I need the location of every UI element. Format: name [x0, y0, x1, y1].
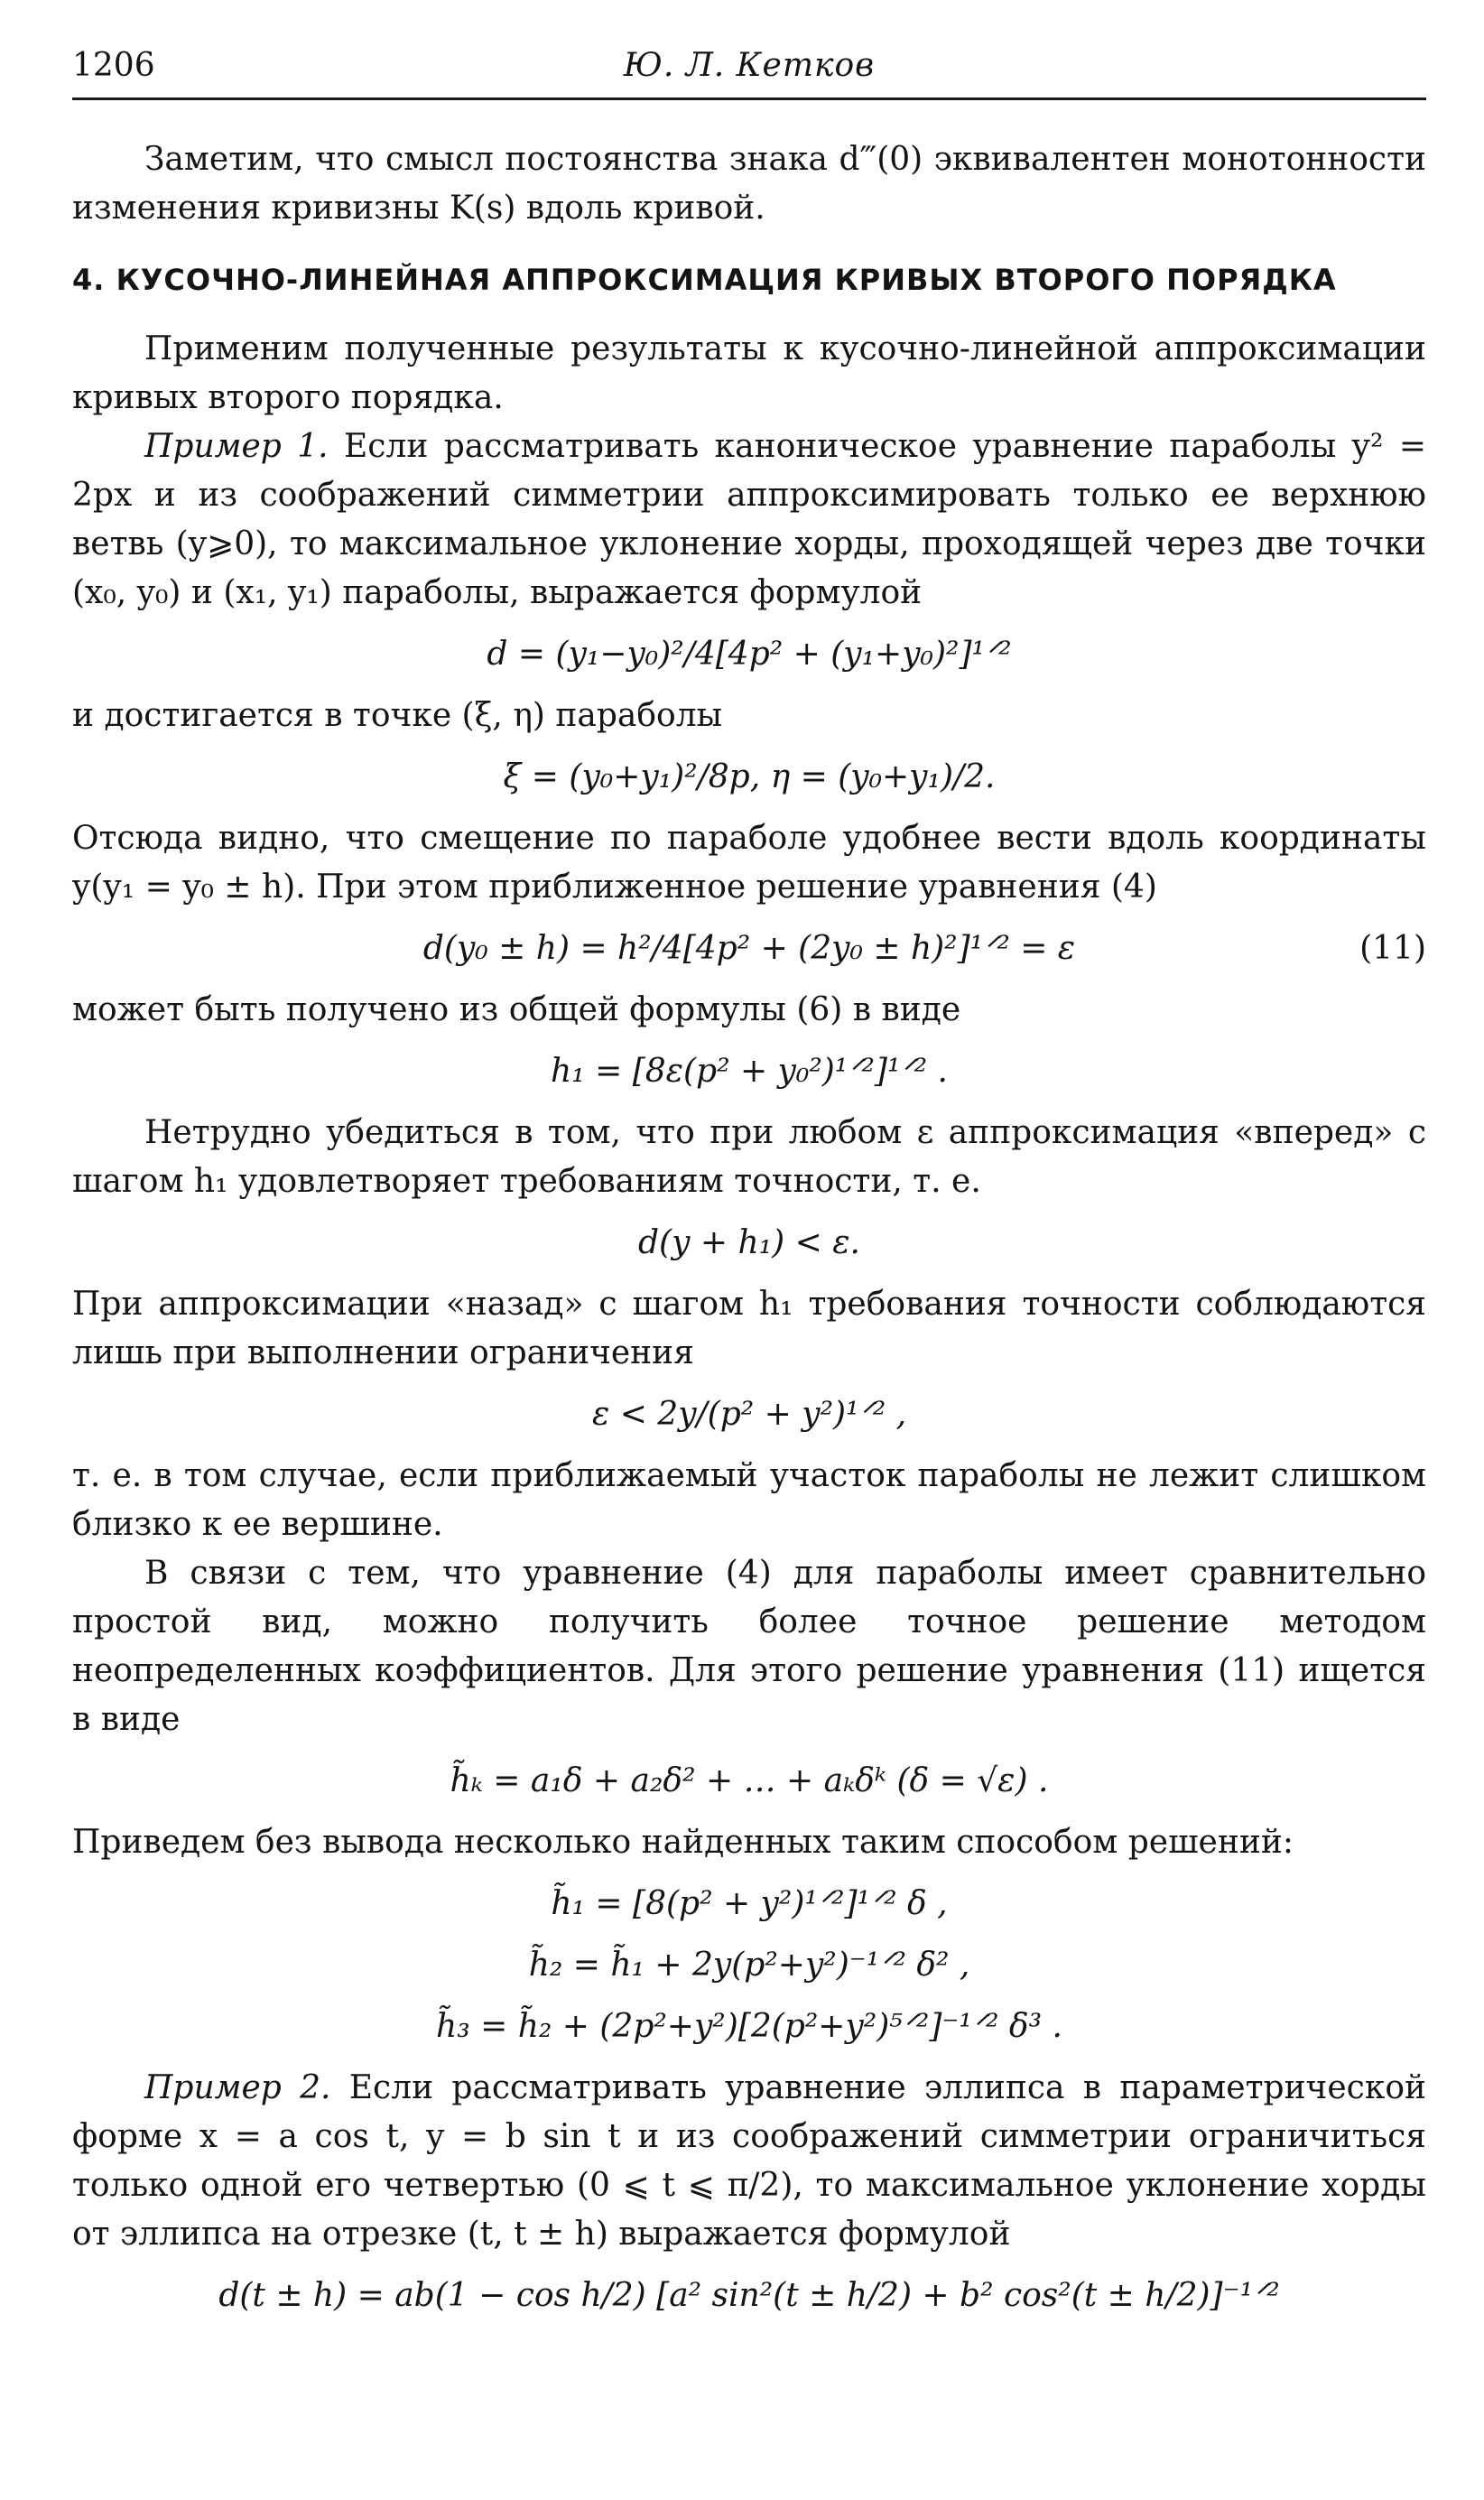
apply-paragraph: Применим полученные результаты к кусочно-линейной аппроксимации кривых второго порядка.: [72, 330, 1426, 416]
section-title: 4. КУСОЧНО-ЛИНЕЙНАЯ АППРОКСИМАЦИЯ КРИВЫХ ВТОРОГО ПОРЯДКА: [72, 263, 1337, 297]
example1-paragraph: [72, 423, 1426, 618]
example1-label: Пример 1.: [144, 428, 329, 465]
reached-paragraph: и достигается в точке (ξ, η) параболы: [72, 697, 723, 734]
obtained-paragraph: может быть получено из общей формулы (6) в виде: [72, 991, 961, 1028]
equation-h3-tilde: h̃₃ = h̃₂ + (2p²+y²)[2(p²+y²)⁵ᐟ²]⁻¹ᐟ² δ³ .: [436, 2008, 1062, 2045]
inequality-backward: ε < 2y/(p² + y²)¹ᐟ² ,: [591, 1396, 907, 1433]
equation-h2-tilde: h̃₂ = h̃₁ + 2y(p²+y²)⁻¹ᐟ² δ² ,: [528, 1947, 970, 1984]
equation-11-formula: d(y₀ ± h) = h²/4[4p² + (2y₀ ± h)²]¹ᐟ² = ε: [422, 930, 1076, 967]
equation-xi-eta: ξ = (y₀+y₁)²/8p, η = (y₀+y₁)/2.: [503, 758, 996, 795]
equation-ellipse: d(t ± h) = ab(1 − cos h/2) [a² sin²(t ± h/2) + b² cos²(t ± h/2)]⁻¹ᐟ²: [218, 2277, 1280, 2314]
example2-text: Если рассматривать уравнение эллипса в параметрической форме x = a cos t, y = b sin t и из соображений симметрии ограничиться только одной его четвертью (0 ⩽ t ⩽ π/2), то максимальное уклонение хорды от эллипса на отрезке (t, t ± h) выражается формулой: [72, 2069, 1426, 2253]
simple-form-paragraph: В связи с тем, что уравнение (4) для параболы имеет сравнительно простой вид, можно получить более точное решение методом неопределенных коэффициентов. Для этого решение уравнения (11) ищется в виде: [72, 1555, 1426, 1738]
equation-deviation: d = (y₁−y₀)²/4[4p² + (y₁+y₀)²]¹ᐟ²: [487, 636, 1012, 673]
page-number: 1206: [72, 47, 155, 84]
page-body: [72, 135, 1426, 2333]
inequality-forward: d(y + h₁) < ε.: [638, 1224, 860, 1261]
easy-paragraph: Нетрудно убедиться в том, что при любом ε аппроксимация «вперед» с шагом h₁ удовлетворяет требованиям точности, т. е.: [72, 1114, 1426, 1200]
example1-text: Если рассматривать каноническое уравнение параболы y² = 2px и из соображений симметрии аппроксимировать только ее верхнюю ветвь (y⩾0), то максимальное уклонение хорды, проходящей через две точки (x₀, y₀) и (x₁, y₁) параболы, выражается формулой: [72, 428, 1426, 611]
equation-11: [72, 925, 1426, 973]
running-head: Ю. Л. Кетков: [623, 47, 876, 84]
hence-paragraph: Отсюда видно, что смещение по параболе удобнее вести вдоль координаты y(y₁ = y₀ ± h). При этом приближенное решение уравнения (4): [72, 820, 1426, 906]
backward-paragraph: При аппроксимации «назад» с шагом h₁ требования точности соблюдаются лишь при выполнении ограничения: [72, 1286, 1426, 1371]
intro-paragraph: Заметим, что смысл постоянства знака d‴(0) эквивалентен монотонности изменения кривизны K(s) вдоль кривой.: [72, 141, 1426, 227]
solutions-paragraph: Приведем без вывода несколько найденных таким способом решений:: [72, 1824, 1294, 1861]
equation-series: h̃ₖ = a₁δ + a₂δ² + … + aₖδᵏ (δ = √ε) .: [450, 1762, 1049, 1799]
case-paragraph: т. е. в том случае, если приближаемый участок параболы не лежит слишком близко к ее вершине.: [72, 1457, 1426, 1543]
equation-11-number: (11): [1359, 930, 1426, 967]
example2-paragraph: [72, 2064, 1426, 2259]
equation-h1: h₁ = [8ε(p² + y₀²)¹ᐟ²]¹ᐟ² .: [551, 1053, 948, 1090]
header-rule: [72, 98, 1426, 100]
example2-label: Пример 2.: [144, 2069, 331, 2106]
page-header: [72, 36, 1426, 101]
equation-h1-tilde: h̃₁ = [8(p² + y²)¹ᐟ²]¹ᐟ² δ ,: [551, 1885, 948, 1922]
